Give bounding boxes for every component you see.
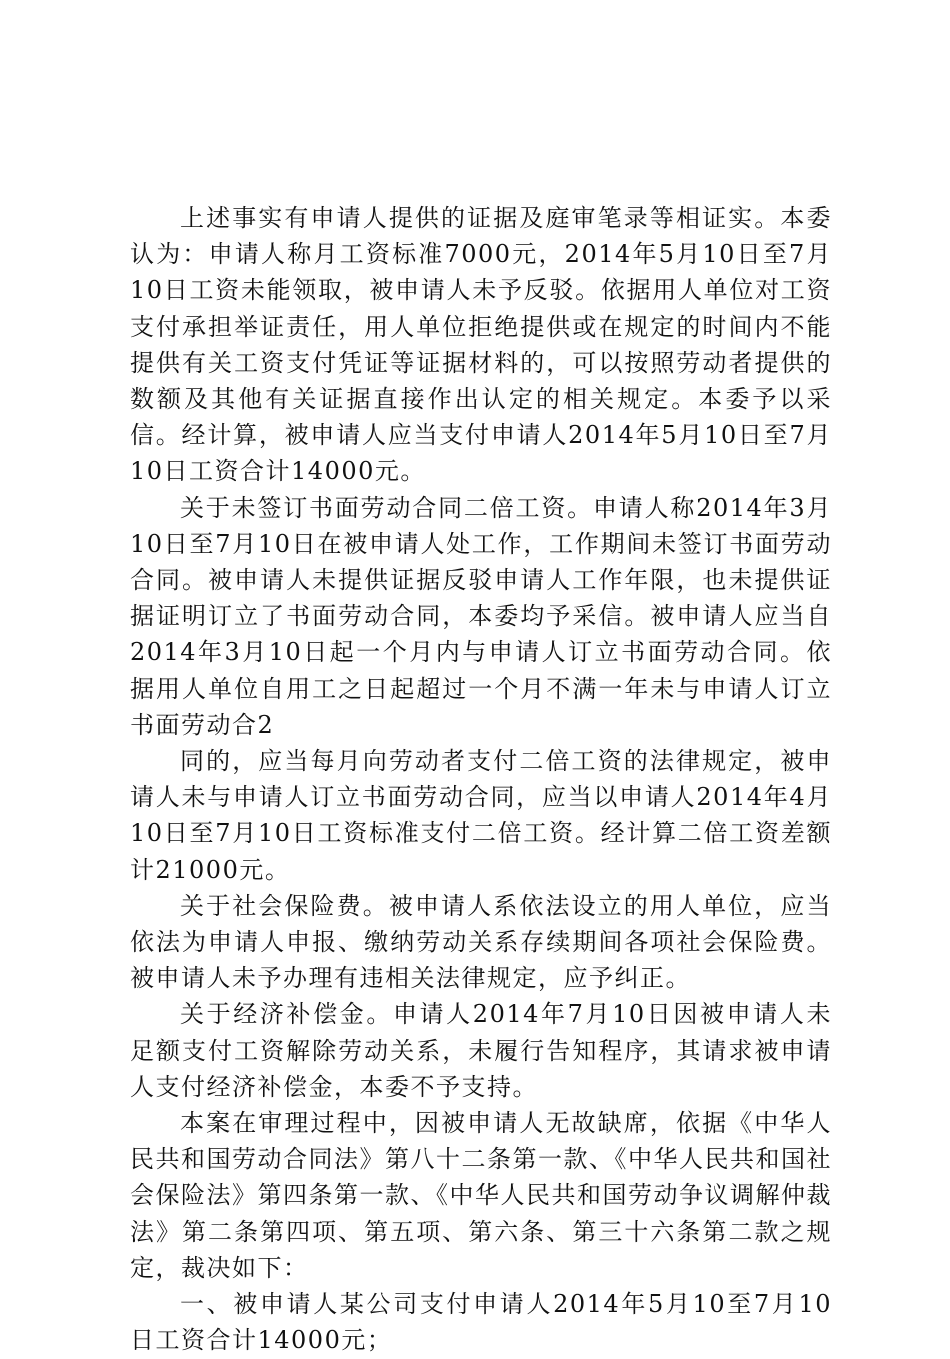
paragraph-ruling-item-1: 一、被申请人某公司支付申请人2014年5月10至7月10日工资合计14000元； (130, 1290, 832, 1355)
paragraph-social-insurance: 关于社会保险费。被申请人系依法设立的用人单位，应当依法为申请人申报、缴纳劳动关系存续期间各项社会保险费。被申请人未予办理有违相关法律规定，应予纠正。 (130, 891, 832, 993)
paragraph-evidence-wages: 上述事实有申请人提供的证据及庭审笔录等相证实。本委认为：申请人称月工资标准7000元，2014年5月10日至7月10日工资未能领取，被申请人未予反驳。依据用人单位对工资支付承担举证责任，用人单位拒绝提供或在规定的时间内不能提供有关工资支付凭证等证据材料的，可以按照劳动者提供的数额及其他有关证据直接作出认定的相关规定。本委予以采信。经计算，被申请人应当支付申请人2014年5月10日至7月10日工资合计14000元。 (130, 204, 832, 486)
paragraph-double-wages-continued: 同的，应当每月向劳动者支付二倍工资的法律规定，被申请人未与申请人订立书面劳动合同，应当以申请人2014年4月10日至7月10日工资标准支付二倍工资。经计算二倍工资差额计21000元。 (130, 747, 832, 884)
paragraph-legal-basis: 本案在审理过程中，因被申请人无故缺席，依据《中华人民共和国劳动合同法》第八十二条第一款、《中华人民共和国社会保险法》第四条第一款、《中华人民共和国劳动争议调解仲裁法》第二条第四项、第五项、第六条、第三十六条第二款之规定，裁决如下： (130, 1109, 832, 1282)
paragraph-compensation: 关于经济补偿金。申请人2014年7月10日因被申请人未足额支付工资解除劳动关系，未履行告知程序，其请求被申请人支付经济补偿金，本委不予支持。 (130, 1000, 832, 1101)
document-body (130, 200, 832, 1359)
paragraph-double-wages: 关于未签订书面劳动合同二倍工资。申请人称2014年3月10日至7月10日在被申请人处工作，工作期间未签订书面劳动合同。被申请人未提供证据反驳申请人工作年限，也未提供证据证明订立了书面劳动合同，本委均予采信。被申请人应当自2014年3月10日起一个月内与申请人订立书面劳动合同。依据用人单位自用工之日起超过一个月不满一年未与申请人订立书面劳动合2 (130, 493, 832, 739)
